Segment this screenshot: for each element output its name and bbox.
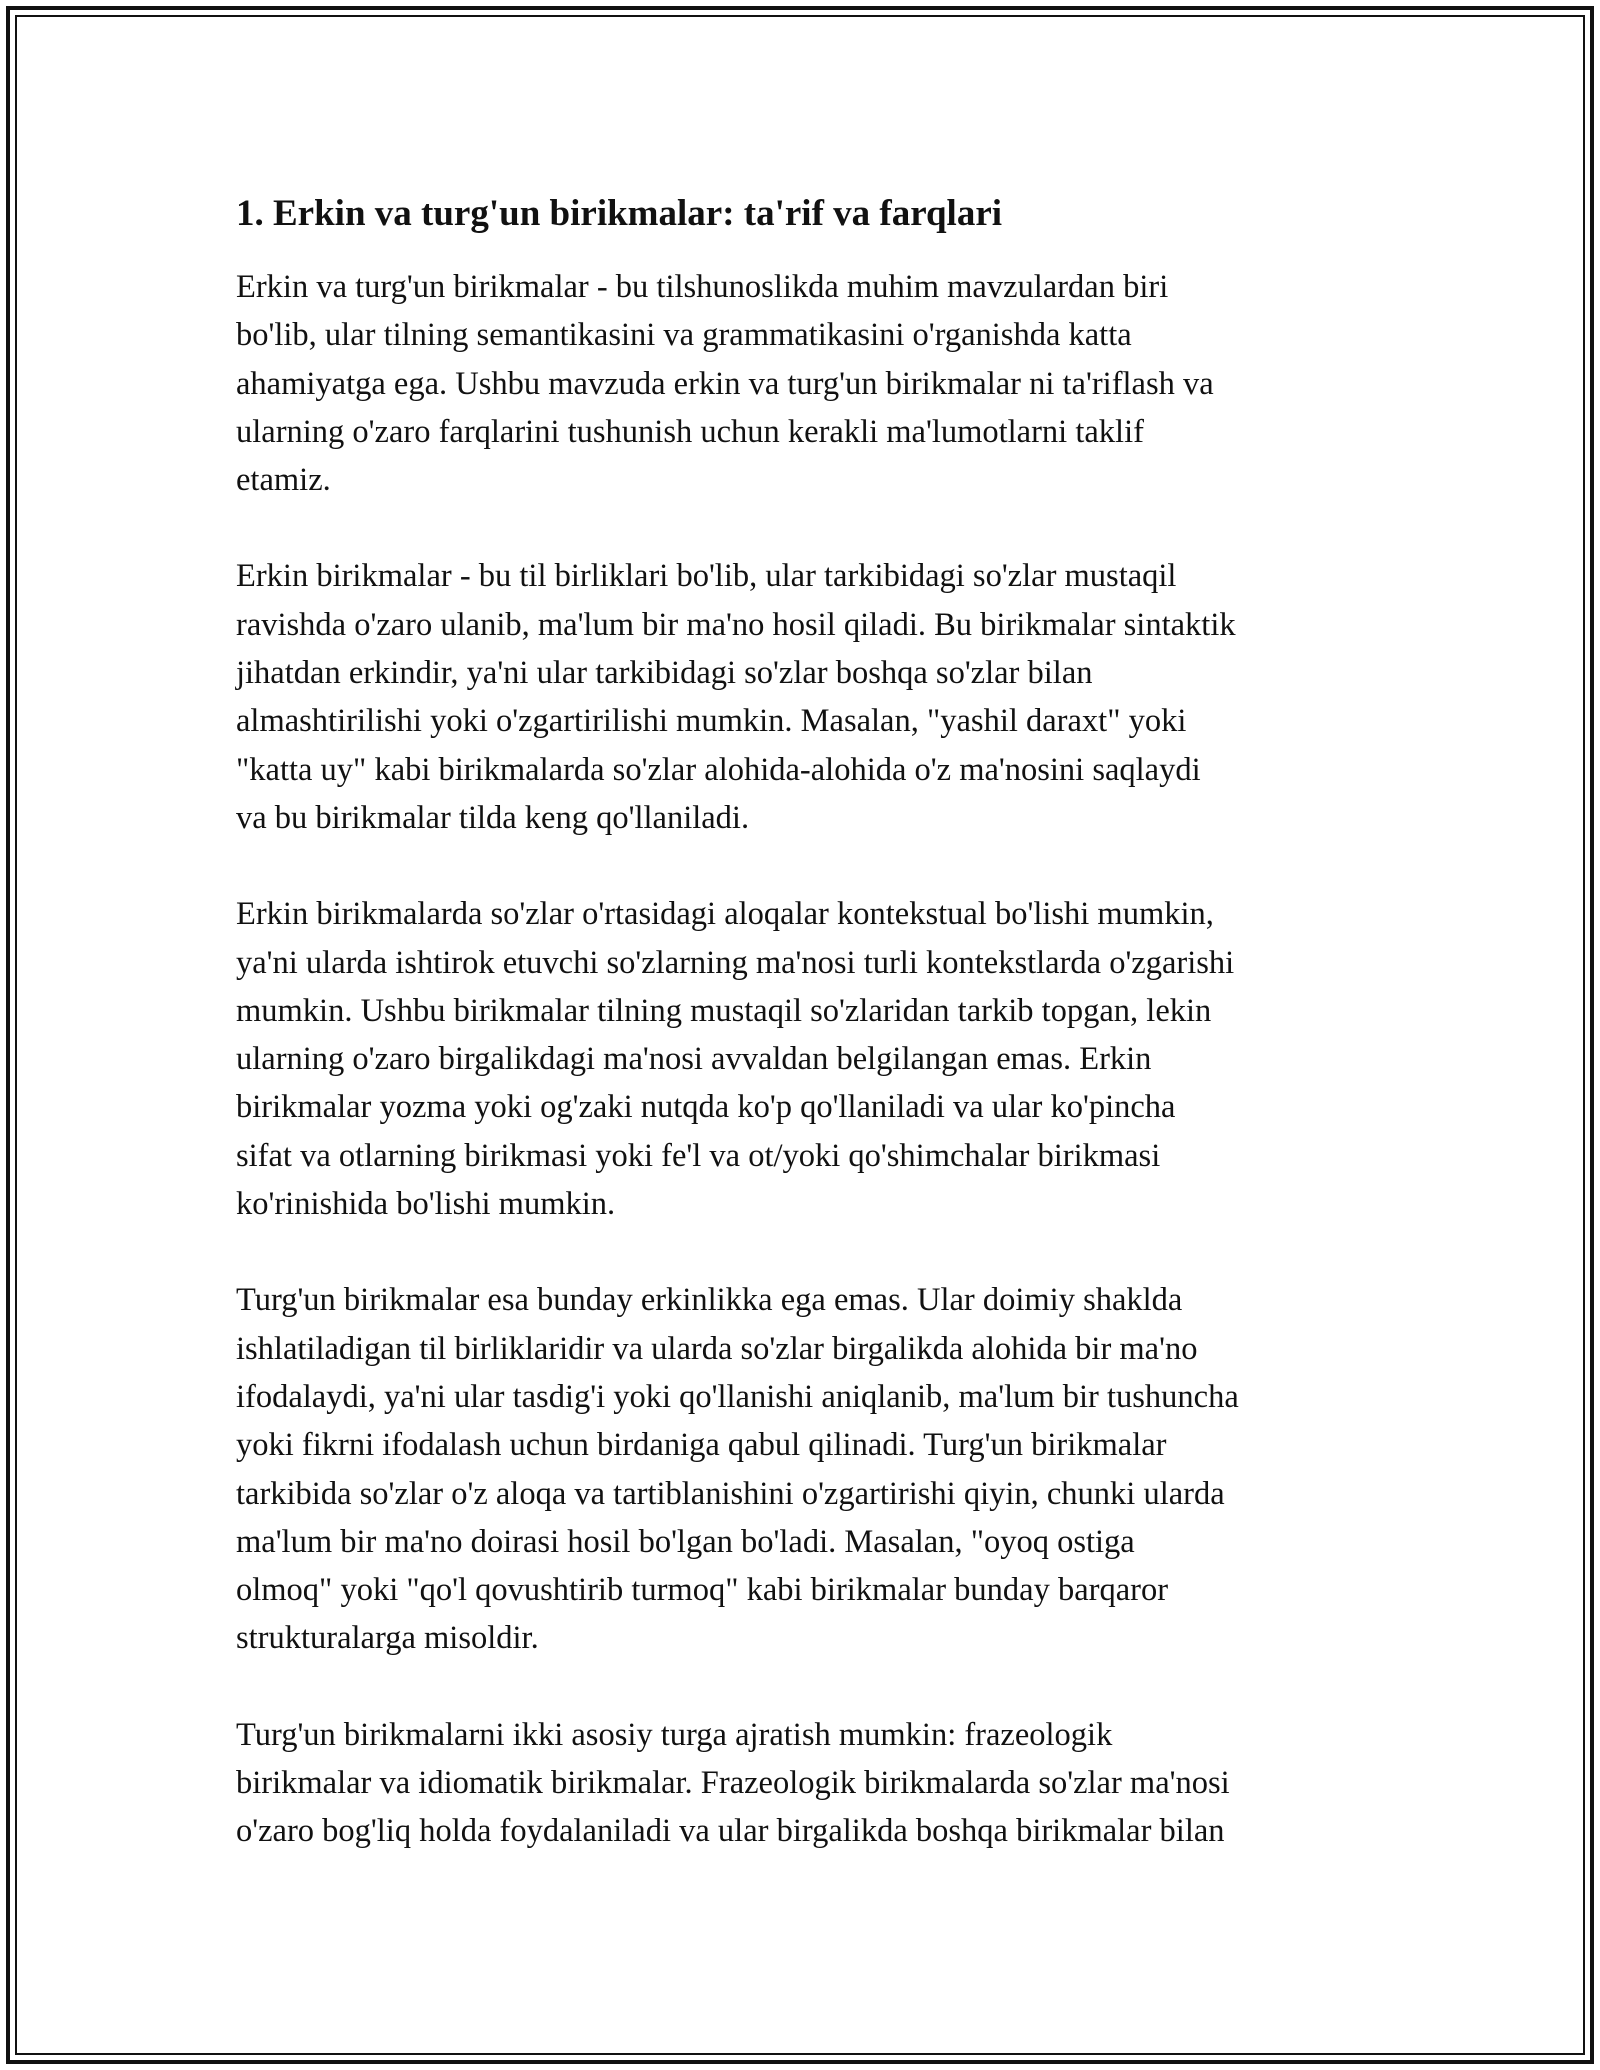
paragraph-4: Turg'un birikmalar esa bunday erkinlikka ega emas. Ular doimiy shakldа ishlatiladigan til birliklaridir va ularda so'zlar birgalikda alohida bir ma'no ifodalaydi, ya'ni ular tasdig'i yoki qo'llanishi aniqlanib, ma'lum bir tushuncha yoki fikrni ifodalash uchun birdaniga qabul qilinadi. Turg'un birikmalar tarkibida so'zlar o'z aloqa va tartiblanishini o'zgartirishi qiyin, chunki ularda ma'lum bir ma'no doirasi hosil bo'lgan bo'ladi. Masalan, "oyoq ostiga olmoq" yoki "qo'l qovushtirib turmoq" kabi birikmalar bunday barqaror strukturalarga misoldir. <box>236 1282 1239 1657</box>
paragraph-5: Turg'un birikmalarni ikki asosiy turga ajratish mumkin: frazeologik birikmalar va idiomatik birikmalar. Frazeologik birikmalarda so'zlar ma'nosi o'zaro bog'liq holda foydalaniladi va ular birgalikda boshqa birikmalar bilan <box>236 1716 1230 1850</box>
section-title: 1. Erkin va turg'un birikmalar: ta'rif va farqlari <box>236 193 1003 234</box>
document-body <box>236 187 1376 1904</box>
paragraph-3: Erkin birikmalarda so'zlar o'rtasidagi aloqalar kontekstual bo'lishi mumkin, ya'ni ularda ishtirok etuvchi so'zlarning ma'nosi turli kontekstlarda o'zgarishi mumkin. Ushbu birikmalar tilning mustaqil so'zlaridan tarkib topgan, lekin ularning o'zaro birgalikdagi ma'nosi avvaldan belgilangan emas. Erkin birikmalar yozma yoki og'zaki nutqda ko'p qo'llaniladi va ular ko'pincha sifat va otlarning birikmasi yoki fe'l va ot/yoki qo'shimchalar birikmasi ko'rinishida bo'lishi mumkin. <box>236 896 1235 1223</box>
paragraph-1: Erkin va turg'un birikmalar - bu tilshunoslikda muhim mavzulardan biri bo'lib, ular tilning semantikasini va grammatikasini o'rganishda katta ahamiyatga ega. Ushbu mavzuda erkin va turg'un birikmalar ni ta'riflash va ularning o'zaro farqlarini tushunish uchun kerakli ma'lumotlarni taklif etamiz. <box>236 269 1214 499</box>
paragraph-2: Erkin birikmalar - bu til birliklari bo'lib, ular tarkibidagi so'zlar mustaqil ravishda o'zaro ulanib, ma'lum bir ma'no hosil qiladi. Bu birikmalar sintaktik jihatdan erkindir, ya'ni ular tarkibidagi so'zlar boshqa so'zlar bilan almashtirilishi yoki o'zgartirilishi mumkin. Masalan, "yashil daraxt" yoki "katta uy" kabi birikmalarda so'zlar alohida-alohida o'z ma'nosini saqlaydi va bu birikmalar tilda keng qo'llaniladi. <box>236 558 1236 836</box>
